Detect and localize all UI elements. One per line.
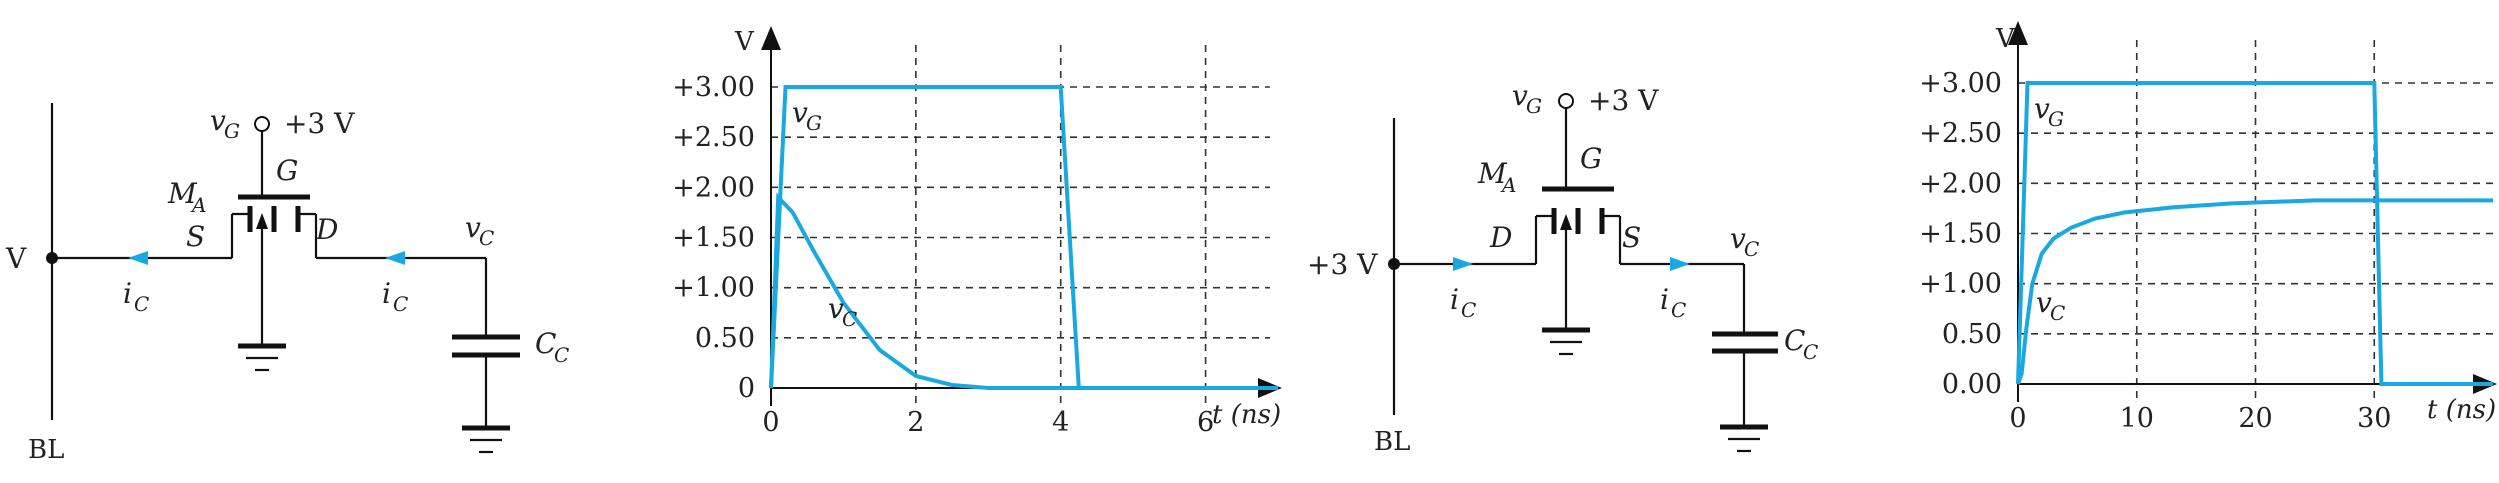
y-tick-label: 0.00 [1941, 369, 2002, 400]
vg-series-label: v [2034, 92, 2050, 125]
y-axis-label: V [1996, 24, 2015, 54]
circuit-charge [1307, 79, 1818, 457]
svg-text:C: C [1803, 340, 1819, 364]
vg-label: v [1512, 79, 1528, 112]
source-label: S [186, 220, 206, 253]
svg-text:C: C [1461, 298, 1477, 322]
svg-text:G: G [1526, 94, 1542, 118]
y-tick-label: +1.00 [672, 272, 755, 304]
current-arrow-right [1670, 257, 1690, 271]
x-axis-label: t (ns) [1212, 400, 1282, 430]
node-voltage-label: V [6, 242, 27, 275]
svg-text:C: C [1744, 237, 1760, 261]
vg-series-label: v [792, 96, 808, 129]
svg-text:G: G [224, 119, 240, 143]
y-tick-label: +3.00 [672, 72, 755, 103]
vc-series-label: v [828, 292, 844, 325]
vc-label: v [465, 211, 481, 244]
circuit-discharge [5, 103, 569, 465]
svg-text:A: A [1502, 173, 1517, 197]
vg-label: v [210, 104, 226, 137]
gate-terminal [255, 117, 269, 131]
y-tick-label: +1.50 [672, 222, 755, 254]
x-tick-label: 20 [2238, 403, 2273, 434]
x-tick-label: 2 [907, 407, 925, 438]
y-tick-label: +2.00 [1919, 168, 2002, 200]
svg-text:C: C [554, 343, 570, 367]
y-tick-label: +1.50 [1919, 218, 2002, 250]
chart-discharge [672, 27, 1281, 438]
x-tick-label: 0 [2009, 403, 2027, 434]
svg-text:A: A [192, 193, 207, 217]
ic-left-label: i [1450, 283, 1459, 316]
current-arrow-left [128, 251, 148, 265]
svg-text:C: C [479, 226, 495, 250]
transistor-label: M [1478, 157, 1507, 190]
x-tick-label: 4 [1052, 407, 1070, 438]
y-axis-label: V [735, 27, 754, 57]
series-line-vC [771, 197, 1278, 388]
vc-label: v [1730, 222, 1746, 255]
transistor-label: M [168, 177, 197, 210]
y-tick-label: 0 [737, 373, 755, 404]
gate-terminal [1559, 94, 1573, 108]
svg-text:C: C [393, 292, 409, 316]
y-tick-label: +2.50 [672, 122, 755, 154]
substrate-arrow-icon [1560, 214, 1572, 230]
vg-value: +3 V [1588, 84, 1659, 117]
cap-label: C [1784, 324, 1806, 357]
drain-label: D [1490, 221, 1513, 254]
current-arrow-right [385, 251, 405, 265]
svg-text:C: C [134, 292, 150, 316]
x-axis-label: t (ns) [2427, 395, 2497, 425]
svg-text:C: C [2050, 301, 2066, 325]
y-tick-label: +2.00 [672, 172, 755, 204]
y-tick-label: +1.00 [1919, 268, 2002, 300]
substrate-arrow-icon [256, 213, 268, 229]
svg-text:C: C [842, 307, 858, 331]
current-arrow-left [1453, 257, 1473, 271]
y-tick-label: +2.50 [1919, 118, 2002, 150]
x-tick-label: 10 [2119, 403, 2154, 434]
svg-text:G: G [806, 111, 822, 135]
bitline-label: BL [1374, 427, 1411, 457]
x-tick-label: 6 [1196, 407, 1215, 438]
ic-left-label: i [123, 277, 132, 310]
vg-value: +3 V [284, 107, 355, 140]
ic-right-label: i [382, 277, 391, 310]
node-voltage-label: +3 V [1307, 248, 1378, 281]
x-tick-label: 0 [762, 407, 780, 438]
svg-text:C: C [1671, 298, 1687, 322]
chart-charge [1919, 24, 2496, 434]
y-tick-label: 0.50 [694, 322, 755, 354]
vc-series-label: v [2036, 286, 2052, 319]
y-tick-label: +3.00 [1919, 68, 2002, 99]
ic-right-label: i [1660, 283, 1669, 316]
drain-label: D [316, 213, 339, 246]
cap-label: C [535, 327, 557, 360]
gate-label: G [1580, 142, 1603, 175]
svg-text:G: G [2048, 107, 2064, 131]
source-label: S [1622, 221, 1642, 254]
gate-label: G [276, 154, 299, 187]
y-tick-label: 0.50 [1941, 318, 2002, 350]
bitline-label: BL [28, 435, 65, 465]
x-tick-label: 30 [2357, 403, 2392, 434]
